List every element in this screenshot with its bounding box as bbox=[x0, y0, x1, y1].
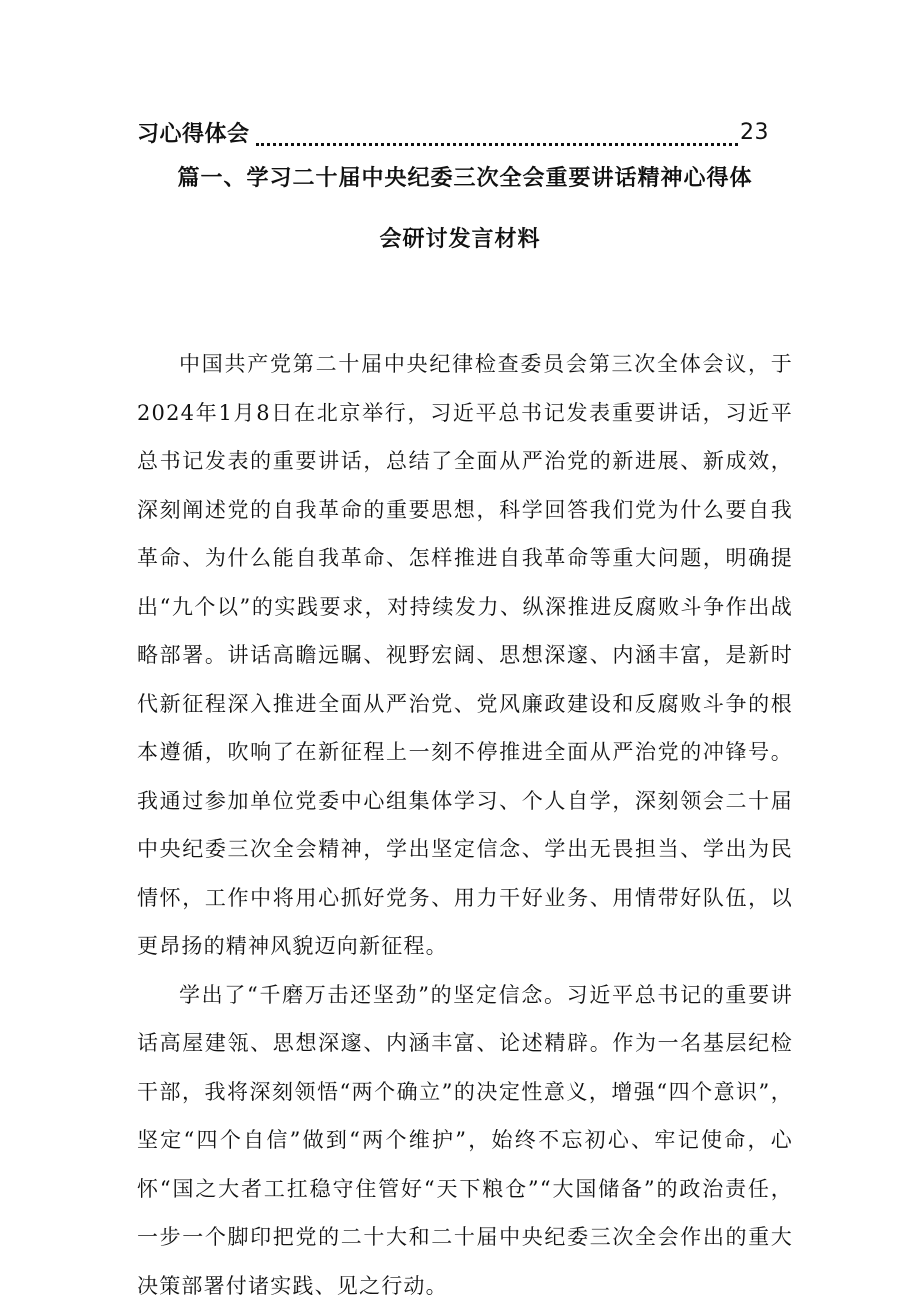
toc-page-number: 23 bbox=[740, 119, 769, 145]
body-paragraph-2: 学出了“千磨万击还坚劲”的坚定信念。习近平总书记的重要讲话高屋建瓴、思想深邃、内涵丰富、论述精辟。作为一名基层纪检干部，我将深刻领悟“两个确立”的决定性意义，增强“四个意识”，坚定“四个自信”做到“两个维护”，始终不忘初心、牢记使命，心怀“国之大者工扛稳守住管好“天下粮仓”“大国储备”的政治责任，一步一个脚印把党的二十大和二十届中央纪委三次全会作出的重大决策部署付诸实践、见之行动。 bbox=[137, 982, 793, 1298]
toc-entry-text: 习心得体会 bbox=[137, 121, 250, 147]
section-heading-line-2: 会研讨发言材料 bbox=[379, 227, 541, 252]
toc-entry[interactable] bbox=[137, 112, 769, 152]
section-heading-line-1: 篇一、学习二十届中央纪委三次全会重要讲话精神心得体 bbox=[177, 166, 753, 191]
toc-dot-leader bbox=[256, 125, 738, 146]
body-paragraph-1: 中国共产党第二十届中央纪律检查委员会第三次全体会议，于2024年1月8日在北京举行，习近平总书记发表重要讲话，习近平总书记发表的重要讲话，总结了全面从严治党的新进展、新成效，深刻阐述党的自我革命的重要思想，科学回答我们党为什么要自我革命、为什么能自我革命、怎样推进自我革命等重大问题，明确提出“九个以”的实践要求，对持续发力、纵深推进反腐败斗争作出战略部署。讲话高瞻远瞩、视野宏阔、思想深邃、内涵丰富，是新时代新征程深入推进全面从严治党、党风廉政建设和反腐败斗争的根本遵循，吹响了在新征程上一刻不停推进全面从严治党的冲锋号。我通过参加单位党委中心组集体学习、个人自学，深刻领会二十届中央纪委三次全会精神，学出坚定信念、学出无畏担当、学出为民情怀，工作中将用心抓好党务、用力干好业务、用情带好队伍，以更昂扬的精神风貌迈向新征程。 bbox=[137, 352, 793, 958]
body-text bbox=[137, 340, 793, 1301]
